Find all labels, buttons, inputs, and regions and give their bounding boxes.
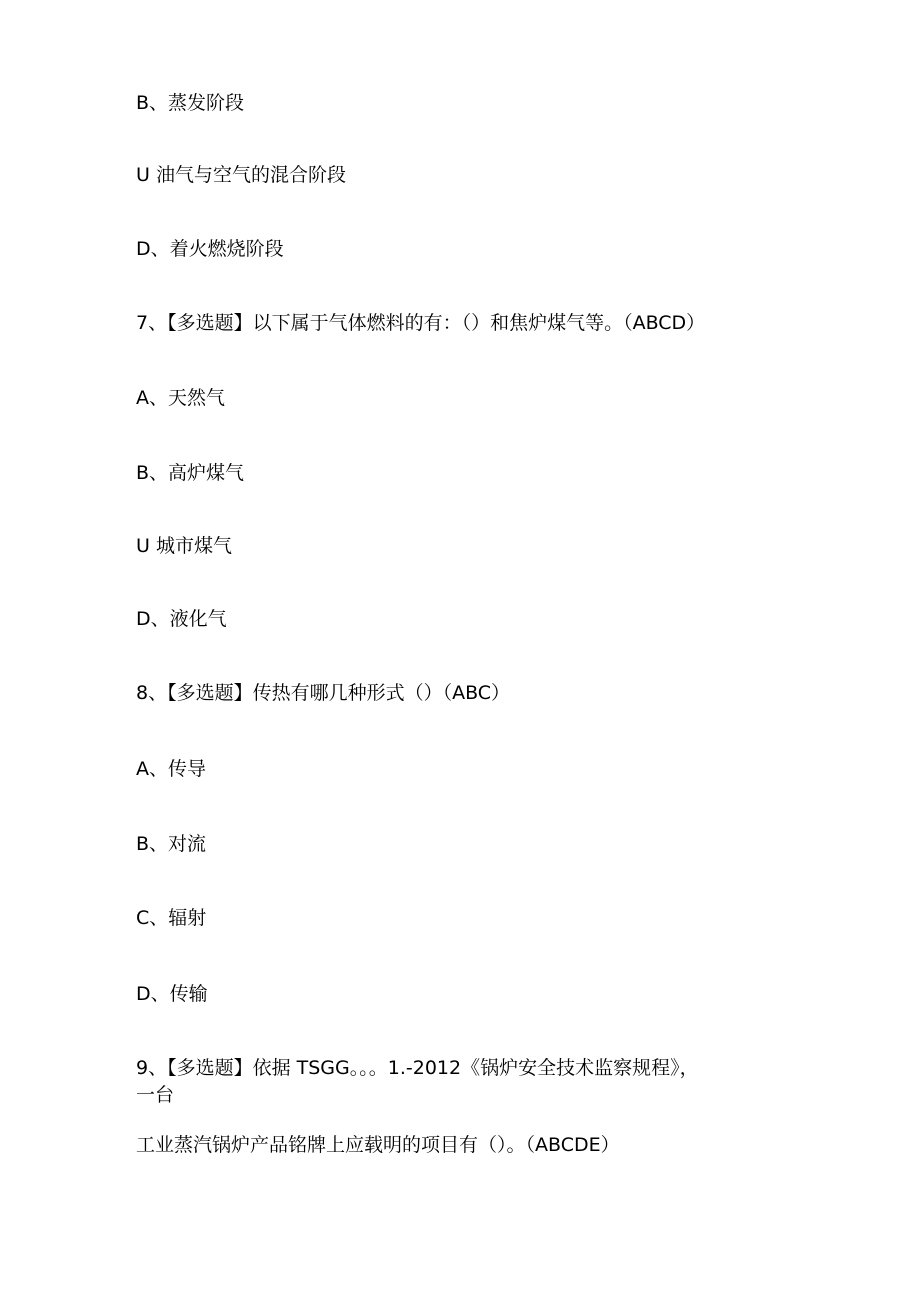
- q6-option-b: B、蒸发阶段: [136, 92, 245, 114]
- q8-option-a: A、传导: [136, 758, 206, 780]
- q9-stem-line3: 工业蒸汽锅炉产品铭牌上应载明的项目有（）。（ABCDE）: [136, 1134, 620, 1156]
- q8-option-d: D、传输: [136, 983, 208, 1005]
- q8-option-c: C、辐射: [136, 907, 207, 929]
- q8-stem: 8、【多选题】传热有哪几种形式（）（ABC）: [136, 682, 511, 704]
- q7-option-a: A、天然气: [136, 387, 225, 409]
- q7-option-b: B、高炉煤气: [136, 462, 245, 484]
- q9-stem-line1: 9、【多选题】依据 TSGG。。。1.-2012《锅炉安全技术监察规程》，: [136, 1057, 699, 1079]
- q6-option-d: D、着火燃烧阶段: [136, 238, 284, 260]
- q7-stem: 7、【多选题】以下属于气体燃料的有：（）和焦炉煤气等。（ABCD）: [136, 312, 706, 334]
- q9-stem-line2: 一台: [136, 1084, 175, 1106]
- q7-option-d: D、液化气: [136, 608, 227, 630]
- q8-option-b: B、对流: [136, 833, 207, 855]
- q6-option-c: U 油气与空气的混合阶段: [136, 164, 346, 186]
- q7-option-c: U 城市煤气: [136, 535, 232, 557]
